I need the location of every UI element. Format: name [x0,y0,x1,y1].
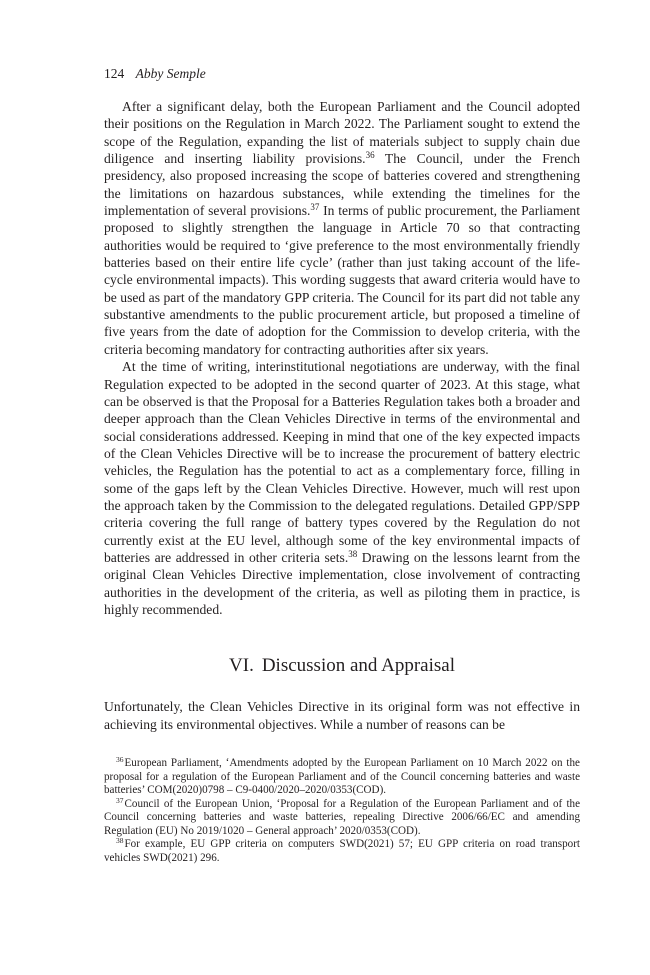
text-run: After a significant delay, both the European Parliament and the Council adopted their positions on the Regulation in March 2022. The Parliament sought to extend the scope of the Regulation, expanding the list of materials subject to supply chain due diligence and inserting liability provisions. [104,99,580,167]
footnote [104,757,580,798]
paragraph [104,98,580,358]
footnotes [104,757,580,865]
footnote-ref[interactable]: 37 [310,202,320,213]
footnote-text: European Parliament, ‘Amendments adopted by the European Parliament on 10 March 2022 on the proposal for a regulation of the European Parliament and of the Council concerning batteries and waste batteries’ COM(2020)0798 – C9-0400/2020–2020/0353(COD). [104,757,580,796]
footnote-text: For example, EU GPP criteria on computers SWD(2021) 57; EU GPP criteria on road transport vehicles SWD(2021) 296. [104,838,580,864]
paragraph: Unfortunately, the Clean Vehicles Directive in its original form was not effective in achieving its environmental objectives. While a number of reasons can be [104,699,580,732]
text-run: At the time of writing, interinstitutional negotiations are underway, with the final Regulation expected to be adopted in the second quarter of 2023. At this stage, what can be observed is that the Proposal for a Batteries Regulation takes both a broader and deeper approach than the Clean Vehicles Directive in terms of the environmental and social considerations addressed. Keeping in mind that one of the key expected impacts of the Clean Vehicles Directive will be to increase the procurement of battery electric vehicles, the Regulation has the potential to act as a complementary force, filling in some of the gaps left by the Clean Vehicles Directive. However, much will rest upon the approach taken by the Commission to the delegated regulations. Detailed GPP/SPP criteria covering the full range of battery types covered by the Regulation do not currently exist at the EU level, although some of the key environmental impacts of batteries are addressed in other criteria sets. [104,359,580,565]
running-head [104,64,580,84]
running-head-author: Abby Semple [135,66,206,81]
footnote-number: 37 [116,795,124,805]
text-run: In terms of public procurement, the Parliament proposed to slightly strengthen the language in Article 70 so that contracting authorities would be required to ‘give preference to the most environmentally friendly batteries based on their entire life cycle’ (rather than just taking account of the life-cycle environmental impacts). This wording suggests that award criteria would have to be used as part of the mandatory GPP criteria. The Council for its part did not table any substantive amendments to the public procurement article, but proposed a timeline of five years from the date of adoption for the Commission to develop criteria, with the criteria becoming mandatory for contracting authorities after six years. [104,203,581,357]
footnote-text: Council of the European Union, ‘Proposal for a Regulation of the European Parliament and of the Council concerning batteries and waste batteries, repealing Directive 2006/66/EC and amending Regulation (EU) No 2019/1020 – General approach’ 2020/0353(COD). [104,797,580,837]
footnote-ref[interactable]: 38 [348,548,358,559]
section-title: Discussion and Appraisal [261,655,455,677]
page-number: 124 [104,66,125,81]
body-text [104,98,580,733]
section-heading [104,654,580,678]
paragraph [104,358,580,618]
section-number: VI. [229,655,254,677]
footnote-number: 36 [116,755,124,764]
footnote [104,838,580,865]
footnote-number: 38 [116,836,124,845]
book-page [104,64,580,865]
footnote [104,795,580,839]
text-run: The Council, under the French presidency, also proposed increasing the scope of batteries covered and strengthening the limitations on hazardous substances, while extending the timelines for the implementation of several provisions. [104,151,580,219]
text-run: Drawing on the lessons learnt from the original Clean Vehicles Directive implementation, close involvement of contracting authorities in the development of the criteria, as well as piloting them in practice, is highly recommended. [104,549,580,617]
footnote-ref[interactable]: 36 [365,150,375,161]
